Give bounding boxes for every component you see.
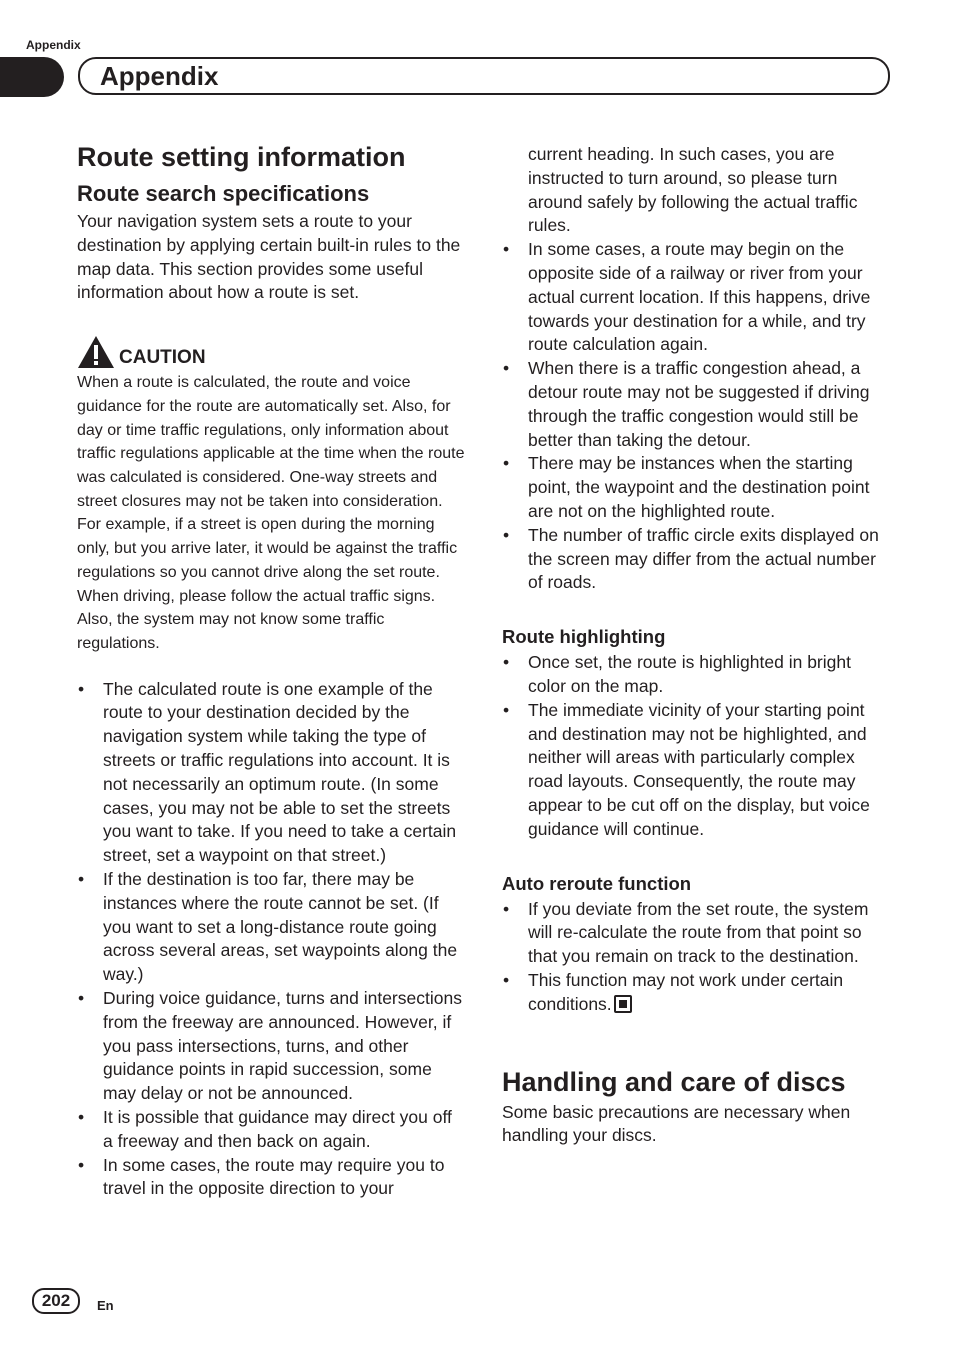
list-item: • In some cases, a route may begin on the opposite side of a railway or river from your actual current location. If this happens, drive towards your destination for a while, and try route calculation again.	[502, 238, 892, 357]
route-highlighting-heading: Route highlighting	[502, 626, 666, 648]
caution-text: When a route is calculated, the route and voice guidance for the route are automatically set. Also, for day or time traffic regulations, only information about traffic regulations applicable at the time when the route was calculated is considered. One-way streets and street closures may not be taken into consideration. For example, if a street is open during the morning only, but you arrive later, it would be against the traffic regulations so you cannot drive along the set route. When driving, please follow the actual traffic signs. Also, the system may not know some traffic regulations.	[77, 374, 465, 652]
discs-intro-paragraph: Some basic precautions are necessary when handling your discs.	[502, 1101, 851, 1146]
page-title: Route setting information	[77, 142, 406, 172]
list-item: • When there is a traffic congestion ahead, a detour route may not be suggested if driving through the traffic congestion would still be better than taking the detour.	[502, 357, 892, 452]
section-tab-marker	[0, 57, 64, 97]
discs-section-title: Handling and care of discs	[502, 1066, 846, 1097]
section-title-bar	[78, 57, 890, 95]
auto-reroute-heading: Auto reroute function	[502, 872, 692, 894]
header-small-label: Appendix	[26, 38, 81, 52]
caution-heading	[77, 335, 465, 369]
list-item: • The calculated route is one example of the route to your destination decided by the navigation system while taking the type of streets or traffic regulations into account. It is not necessarily an optimum route. (In some cases, you may not be able to set the streets you want to take. If you need to take a certain street, set a waypoint on that street.)	[77, 678, 465, 868]
list-item: • In some cases, the route may require you to travel in the opposite direction to your	[77, 1154, 465, 1202]
continued-list-text: current heading. In such cases, you are instructed to turn around, so please turn around safely by following the actual traffic rules.	[528, 144, 858, 236]
end-of-section-icon	[614, 995, 632, 1013]
route-notes-list	[77, 678, 465, 1202]
list-item: • There may be instances when the starting point, the waypoint and the destination point are not on the highlighted route.	[502, 452, 892, 523]
right-column	[502, 143, 892, 1148]
route-highlighting-list	[502, 651, 892, 841]
section-title: Appendix	[100, 61, 219, 91]
list-item: • It is possible that guidance may direct you off a freeway and then back on again.	[77, 1106, 465, 1154]
list-item: • During voice guidance, turns and intersections from the freeway are announced. However, if you pass intersections, turns, and other guidance points in rapid succession, some may delay or not be announced.	[77, 987, 465, 1106]
list-item: • If you deviate from the set route, the system will re-calculate the route from that point so that you remain on track to the destination.	[502, 898, 892, 969]
caution-label: CAUTION	[119, 347, 206, 369]
auto-reroute-list	[502, 898, 892, 1017]
list-item: • Once set, the route is highlighted in bright color on the map.	[502, 651, 892, 699]
page-number: 202	[32, 1288, 80, 1314]
list-item: • If the destination is too far, there may be instances where the route cannot be set. (If you want to set a long-distance route going across several areas, set waypoints along the way.)	[77, 868, 465, 987]
list-item: • The immediate vicinity of your starting point and destination may not be highlighted, and neither will areas with particularly complex road layouts. Consequently, the route may appear to be cut off on the display, but voice guidance will continue.	[502, 699, 892, 842]
left-column	[77, 140, 465, 1201]
warning-icon	[77, 335, 115, 369]
list-item: • The number of traffic circle exits displayed on the screen may differ from the actual number of roads.	[502, 524, 892, 595]
subsection-title: Route search specifications	[77, 181, 370, 206]
list-item-text: This function may not work under certain conditions.	[528, 969, 844, 1014]
language-code: En	[97, 1298, 114, 1313]
intro-paragraph: Your navigation system sets a route to your destination by applying certain built-in rules to the map data. This section provides some useful information about how a route is set.	[77, 211, 461, 303]
route-notes-list-continued	[502, 238, 892, 595]
list-item	[502, 969, 892, 1017]
